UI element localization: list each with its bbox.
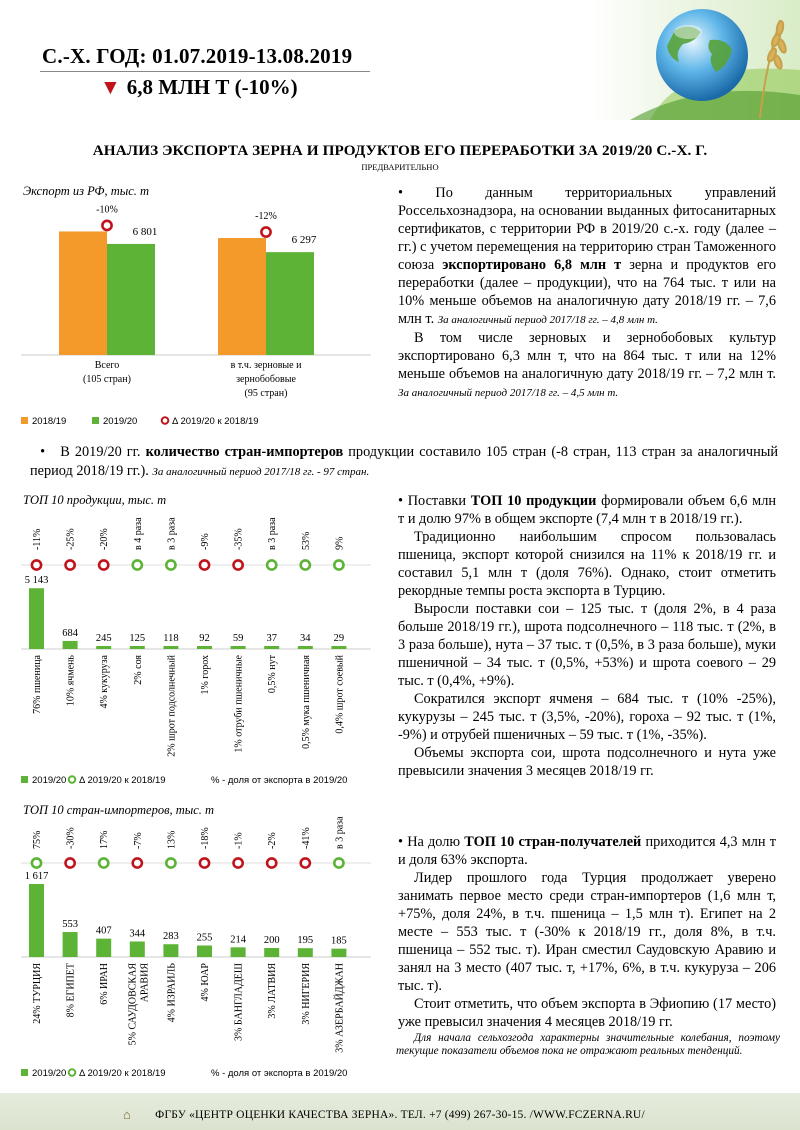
category-label-8: 3% НИГЕРИЯ [300, 963, 312, 1025]
category-label-2: 6% ИРАН [99, 963, 111, 1005]
value-label-1: 684 [62, 627, 78, 639]
legend-label-0: 2019/20 [32, 775, 67, 786]
season-title: С.-Х. ГОД: 01.07.2019-13.08.2019 [42, 44, 353, 68]
bar-2 [96, 646, 111, 649]
delta-marker-2 [99, 858, 108, 867]
p2-text-note: За аналогичный период 2017/18 гг. – 4,5 млн т. [398, 387, 619, 399]
delta-label-3: в 4 раза [132, 517, 144, 550]
delta-marker-8 [301, 858, 310, 867]
legend-swatch-1 [92, 417, 99, 424]
legend-label-0: 2019/20 [32, 1068, 67, 1079]
category-label-5: 1% горох [200, 655, 211, 695]
delta-label-9: в 3 раза [334, 816, 346, 849]
p4-text-c: формировали объем 6,6 млн т и долю 97% в общем экспорте (7,4 млн т в 2018/19 гг.). [398, 493, 776, 527]
value-label-2: 245 [95, 633, 112, 644]
bar-2018-1 [218, 238, 266, 355]
bar-7 [264, 646, 279, 649]
globe-wheat-logo [590, 0, 800, 120]
bar-2019-1 [266, 252, 314, 355]
p1-text-bold: экспортировано 6,8 млн т [442, 257, 622, 273]
p3-text-a: В 2019/20 гг. [60, 444, 146, 460]
bar-2019-0 [107, 244, 155, 355]
value-label-6: 59 [232, 633, 244, 644]
bar-1 [63, 932, 78, 957]
category-label-9: 0,4% шрот соевый [334, 655, 346, 734]
category-label-1: 8% ЕГИПЕТ [65, 963, 77, 1018]
value-label-4: 283 [163, 931, 179, 943]
delta-label-0: -10% [96, 204, 118, 216]
delta-marker-9 [334, 858, 343, 867]
p3-text-bold: количество стран-импортеров [145, 444, 344, 460]
paragraph-top-countries: • На долю ТОП 10 стран-получателей приходится 4,3 млн т и доля 63% экспорта. [398, 834, 776, 868]
delta-marker-7 [267, 858, 276, 867]
delta-marker-1 [66, 858, 75, 867]
chart-title: ТОП 10 стран-импортеров, тыс. т [23, 803, 215, 817]
p4-text-bold: ТОП 10 продукции [470, 493, 597, 509]
bar-5 [197, 945, 212, 957]
legend-marker-1 [69, 776, 76, 783]
bar-3 [130, 941, 145, 957]
disclaimer-note: Для начала сельхозгода характерны значительные колебания, поэтому текущие показатели объемов пока не отражают реальных тенденций. [396, 1032, 780, 1057]
legend-label-1: Δ 2019/20 к 2018/19 [79, 775, 166, 786]
page-subtitle: ПРЕДВАРИТЕЛЬНО [361, 162, 439, 172]
category-label-2-1: зернобобовые [236, 374, 296, 385]
legend-label-0: 2018/19 [32, 416, 67, 427]
category-label-7: 3% ЛАТВИЯ [267, 963, 279, 1019]
bar-8 [298, 646, 313, 649]
bar-5 [197, 646, 212, 649]
bar-2 [96, 939, 111, 957]
legend-swatch-0 [21, 417, 28, 424]
category-label-6: 1% отруби пшеничные [233, 655, 245, 753]
p2-text-a: В том числе зерновых и зернобобовых культур экспортировано 6,3 млн т, что на 864 тыс. т или на 12% меньше объемов на аналогичную дату 2018/19 гг. – 7,2 млн т. [398, 330, 776, 382]
value-label-9: 185 [331, 935, 347, 947]
value-label-2: 407 [95, 925, 112, 937]
category-label-1: 10% ячмень [65, 655, 77, 707]
category-label-4: 4% ИЗРАИЛЬ [166, 963, 178, 1023]
category-label-0: Всего [94, 360, 120, 371]
legend-label-1: 2019/20 [103, 416, 138, 427]
category-label-0: 24% ТУРЦИЯ [32, 963, 43, 1024]
p1-text-c: зерна и продуктов его переработки (далее – продукции), что на 764 тыс. т или на 10% меньше объемов на аналогичную дату 2018/19 гг. – 7,6 млн т. [398, 257, 776, 327]
chart-title: Экспорт из РФ, тыс. т [23, 184, 150, 198]
paragraph-exceeded: Объемы экспорта сои, шрота подсолнечного и нута уже превысили значения 3 месяцев 2018/19 гг. [398, 745, 776, 779]
category-label-9: 3% АЗЕРБАЙДЖАН [334, 963, 346, 1053]
value-label-8: 195 [297, 935, 314, 947]
value-label-4: 118 [163, 633, 179, 644]
legend-note: % - доля от экспорта в 2019/20 [211, 775, 348, 786]
delta-label-7: в 3 раза [267, 517, 279, 550]
value-label-3: 344 [129, 928, 146, 940]
value-label-0: 5 143 [24, 575, 49, 587]
delta-marker-1 [261, 227, 270, 236]
delta-label-3: -7% [132, 832, 144, 849]
p4-text-a: Поставки [407, 493, 471, 509]
bar-4 [163, 646, 178, 649]
delta-label-5: -18% [200, 827, 211, 849]
p9-text-c: приходится 4,3 млн т и доля 63% экспорта. [398, 834, 776, 868]
paragraph-total-export: • По данным территориальных управлений Россельхознадзора, на основании выданных фитосанитарных сертификатов, с территории РФ в 2019/20 с.-х. году (далее – гг.) с учетом перемещения на территорию стран Таможенного союза экспортировано 6,8 млн т зерна и продуктов его переработки (далее – продукции), что на 764 тыс. т или на 10% меньше объемов на аналогичную дату 2018/19 гг. – 7,6 млн т. За аналогичный период 2017/18 гг. – 4,8 млн т. [398, 185, 776, 327]
delta-label-1: -25% [65, 528, 77, 550]
p3-text-c: продукции составило 105 стран (-8 стран, 113 стран за аналогичный период 2018/19 гг.). [30, 444, 778, 479]
value-label-1: 6 297 [291, 234, 317, 247]
bar-9 [331, 949, 346, 957]
value-label-7: 37 [266, 633, 277, 644]
delta-label-6: -35% [233, 528, 245, 550]
value-label-9: 29 [333, 633, 345, 644]
delta-marker-9 [334, 560, 343, 569]
legend-label-1: Δ 2019/20 к 2018/19 [79, 1068, 166, 1079]
paragraph-decline: Сократился экспорт ячменя – 684 тыс. т (10% -25%), кукурузы – 245 тыс. т (3,5%, -20%), гороха – 92 тыс. т (1%, -9%) и отрубей пшеничных – 59 тыс. т (1%, -35%). [398, 691, 776, 743]
category-note-1: (95 стран) [244, 388, 288, 399]
bar-6 [231, 646, 246, 649]
delta-label-1: -30% [65, 827, 77, 849]
delta-marker-4 [166, 858, 175, 867]
delta-marker-5 [200, 560, 209, 569]
delta-label-4: в 3 раза [166, 517, 178, 550]
top10-countries-chart [15, 800, 385, 1090]
delta-marker-6 [234, 560, 243, 569]
category-label-3: 5% САУДОВСКАЯ [127, 963, 139, 1046]
delta-label-0: -11% [32, 528, 43, 550]
category-label-0: 76% пшеница [32, 655, 43, 714]
paragraph-ethiopia: Стоит отметить, что объем экспорта в Эфиопию (17 место) уже превысил значения 4 месяцев 2018/19 гг. [398, 996, 776, 1030]
trend-down-icon: ▼ [100, 75, 121, 99]
delta-label-0: 75% [32, 830, 43, 849]
value-label-6: 214 [230, 934, 246, 946]
delta-marker-5 [200, 858, 209, 867]
delta-marker-8 [301, 560, 310, 569]
category-label-2: 4% кукуруза [99, 655, 111, 709]
text-top-countries [398, 833, 776, 1031]
category-note-0: (105 стран) [83, 374, 131, 385]
category-label-6: 3% БАНГЛАДЕШ [233, 963, 245, 1041]
value-label-5: 92 [199, 633, 210, 644]
home-icon: ⌂ [123, 1107, 131, 1122]
bar-0 [29, 884, 44, 957]
legend-swatch-0 [21, 1069, 28, 1076]
bar-9 [331, 646, 346, 649]
category-label-5: 4% ЮАР [200, 963, 211, 1002]
delta-marker-3 [133, 560, 142, 569]
p1-text-a: По данным территориальных управлений Россельхознадзора, на основании выданных фитосанитарных сертификатов, с территории РФ в 2019/20 с.-х. году (далее – гг.) с учетом перемещения на территорию стран Таможенного союза [398, 185, 776, 273]
delta-label-6: -1% [233, 832, 245, 849]
top10-products-chart [15, 490, 385, 800]
text-top-products [398, 492, 776, 780]
bar-8 [298, 948, 313, 957]
delta-label-8: 53% [300, 531, 312, 550]
paragraph-importer-countries: • В 2019/20 гг. количество стран-импортеров продукции составило 105 стран (-8 стран, 113 стран за аналогичный период 2018/19 гг.). За аналогичный период 2017/18 гг. - 97 стран. [30, 444, 778, 479]
paragraph-leaders: Лидер прошлого года Турция продолжает уверено занимать первое место среди стран-импортеров (1,6 млн т, +75%, доля 24%, в т.ч. пшеница – 1,5 млн т). Египет на 2 месте – 553 тыс. т (-30% к 2018/19 гг., доля 8%, в т.ч. пшеница – 552 тыс. т). Иран сместил Саудовскую Аравию и занял на 3 место (407 тыс. т, +17%, 6%, в т.ч. кукуруза – 206 тыс. т). [398, 870, 776, 994]
paragraph-grains-export [398, 329, 776, 402]
category-label-2-3: АРАВИЯ [139, 963, 151, 1003]
total-export-value: 6,8 МЛН Т (-10%) [126, 75, 298, 99]
delta-marker-7 [267, 560, 276, 569]
delta-marker-2 [99, 560, 108, 569]
delta-marker-1 [66, 560, 75, 569]
value-label-8: 34 [300, 633, 311, 644]
category-label-4: 2% шрот подсолнечный [166, 655, 178, 757]
value-label-1: 553 [62, 919, 78, 931]
bar-3 [130, 646, 145, 649]
delta-marker-0 [32, 560, 41, 569]
bar-6 [231, 947, 246, 957]
delta-marker-0 [32, 858, 41, 867]
chart-title: ТОП 10 продукции, тыс. т [23, 493, 167, 507]
p9-text-bold: ТОП 10 стран-получателей [464, 834, 642, 850]
value-label-7: 200 [263, 934, 280, 946]
value-label-0: 1 617 [24, 871, 49, 883]
delta-label-4: 13% [166, 830, 178, 849]
delta-label-8: -41% [300, 827, 312, 849]
legend-note: % - доля от экспорта в 2019/20 [211, 1068, 348, 1079]
header-divider [40, 71, 370, 72]
paragraph-growth: Выросли поставки сои – 125 тыс. т (доля 2%, в 4 раза больше 2018/19 гг.), шрота подсолнечного – 118 тыс. т (2%, в 3 раза больше), нута – 37 тыс. т (0,5%, в 3 раза больше), муки пшеничной – 34 тыс. т (0,5%, +53%) и шрота соевого – 29 тыс. т (0,4%, +9%). [398, 601, 776, 689]
delta-label-7: -2% [267, 832, 279, 849]
export-total-chart [15, 178, 385, 430]
bar-0 [29, 588, 44, 649]
delta-marker-4 [166, 560, 175, 569]
total-export-summary [100, 75, 298, 100]
page-title: АНАЛИЗ ЭКСПОРТА ЗЕРНА И ПРОДУКТОВ ЕГО ПЕРЕРАБОТКИ ЗА 2019/20 С.-Х. Г. [92, 142, 708, 159]
delta-label-1: -12% [255, 211, 277, 223]
legend-marker-1 [69, 1069, 76, 1076]
value-label-5: 255 [196, 932, 213, 944]
p1-text-note: За аналогичный период 2017/18 гг. – 4,8 млн т. [437, 314, 658, 326]
paragraph-wheat: Традиционно наибольшим спросом пользовалась пшеница, экспорт которой снизился на 11% к 2018/19 гг. и составил 5,1 млн т (доля 76%). Однако, стоит отметить рекордные темпы роста экспорта в Турцию. [398, 529, 776, 599]
category-label-3: 2% соя [132, 655, 144, 685]
value-label-0: 6 801 [132, 225, 158, 238]
delta-marker-6 [234, 858, 243, 867]
bar-4 [163, 944, 178, 957]
delta-marker-3 [133, 858, 142, 867]
p3-text-note: За аналогичный период 2017/18 гг. - 97 стран. [152, 466, 370, 478]
bar-1 [63, 641, 78, 649]
bar-7 [264, 948, 279, 957]
category-label-8: 0,5% мука пшеничная [300, 655, 312, 749]
value-label-3: 125 [129, 633, 146, 644]
delta-marker-0 [102, 221, 111, 230]
p9-text-a: На долю [407, 834, 465, 850]
category-label-1: в т.ч. зерновые и [230, 360, 302, 371]
footer-contacts: ФГБУ «ЦЕНТР ОЦЕНКИ КАЧЕСТВА ЗЕРНА». ТЕЛ. +7 (499) 267-30-15. /WWW.FCZERNA.RU/ [155, 1109, 645, 1121]
text-export-summary [398, 184, 776, 402]
legend-label-2: Δ 2019/20 к 2018/19 [172, 416, 259, 427]
delta-label-2: -20% [99, 528, 111, 550]
delta-label-2: 17% [99, 830, 111, 849]
legend-marker-2 [162, 417, 169, 424]
delta-label-5: -9% [200, 533, 211, 550]
paragraph-top-products: • Поставки ТОП 10 продукции формировали объем 6,6 млн т и долю 97% в общем экспорте (7,4 млн т в 2018/19 гг.). [398, 493, 776, 527]
bar-2018-0 [59, 231, 107, 355]
legend-swatch-0 [21, 776, 28, 783]
category-label-7: 0,5% нут [267, 655, 279, 694]
delta-label-9: 9% [334, 536, 346, 550]
